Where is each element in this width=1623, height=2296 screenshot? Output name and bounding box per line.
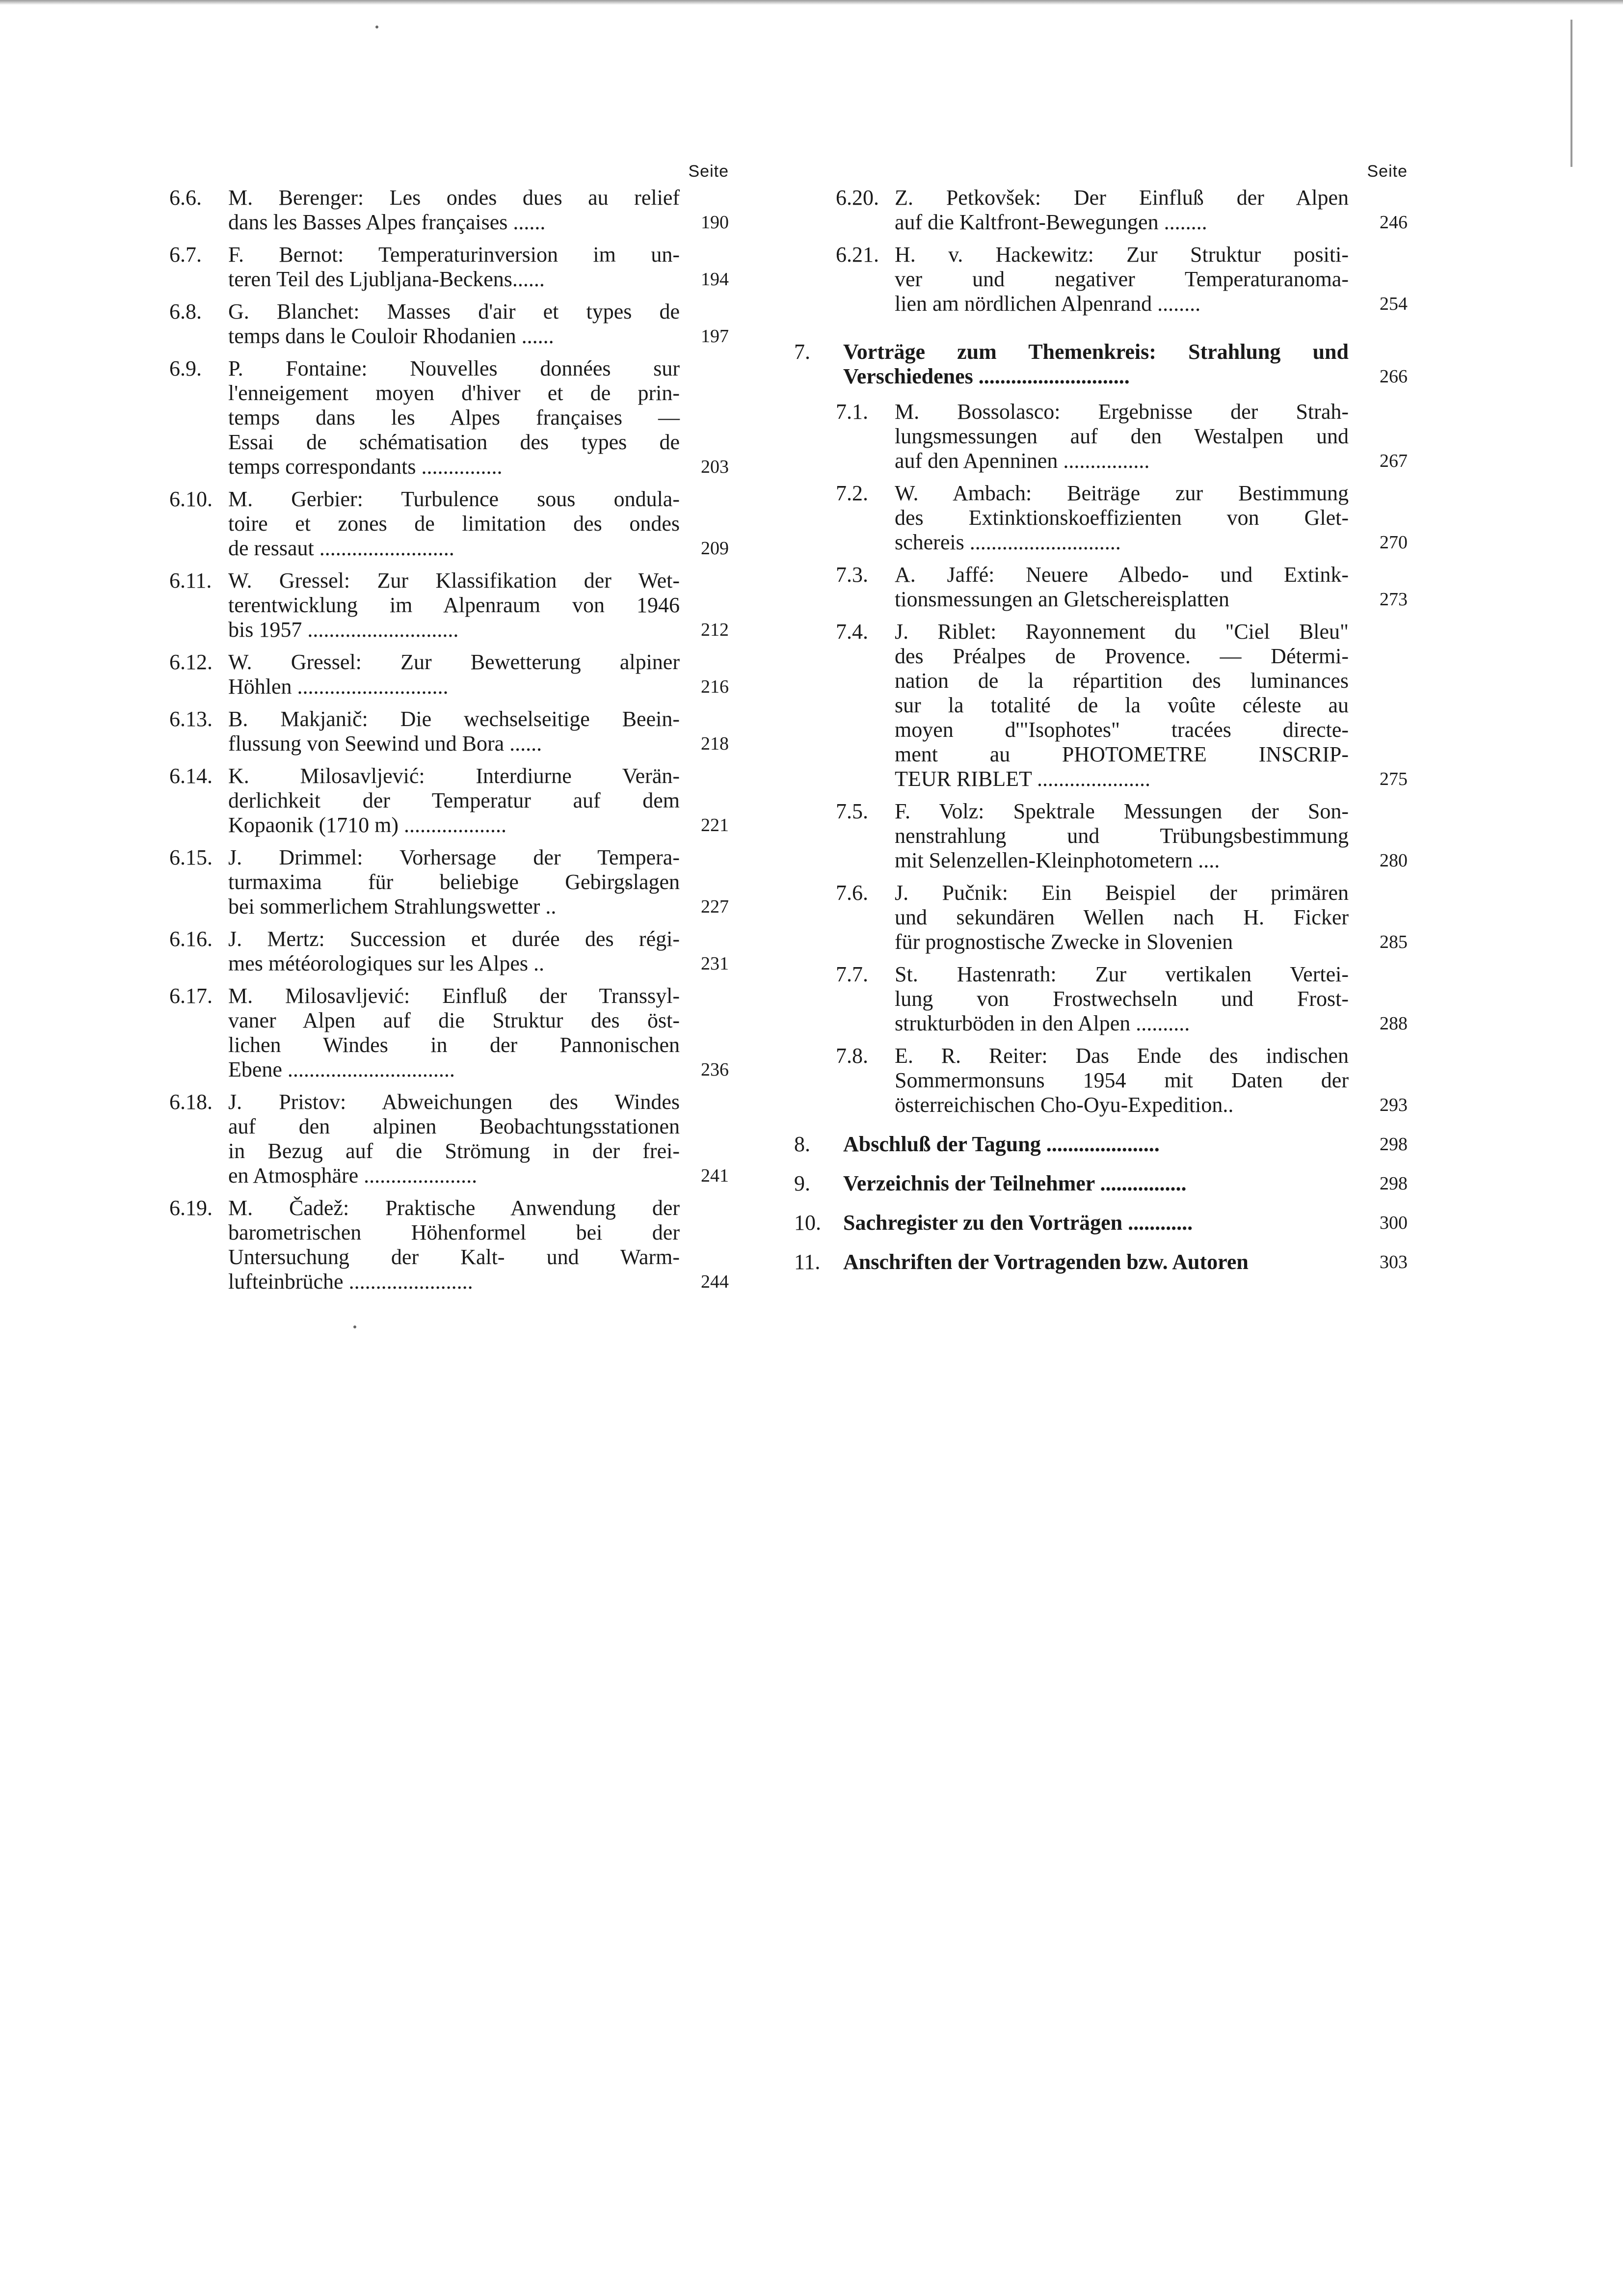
toc-entry-line: schereis ............................ bbox=[895, 530, 1121, 554]
toc-entry-number: 6.19. bbox=[169, 1196, 213, 1220]
toc-entry-page-number: 270 bbox=[1380, 532, 1408, 553]
toc-entry-line: lung von Frostwechseln und Frost- bbox=[895, 987, 1349, 1011]
toc-entry-line: auf den Apenninen ................ bbox=[895, 449, 1150, 473]
toc-entry-line: mes météorologiques sur les Alpes .. bbox=[228, 951, 545, 975]
toc-entry bbox=[794, 481, 1408, 555]
speck bbox=[375, 26, 378, 28]
toc-entry-title bbox=[228, 299, 680, 349]
toc-entry bbox=[794, 563, 1408, 612]
toc-entry-line: bis 1957 ............................ bbox=[228, 618, 459, 642]
toc-entry-line: dans les Basses Alpes françaises ...... bbox=[228, 210, 546, 234]
toc-entry-line: M. Čadež: Praktische Anwendung der bbox=[228, 1196, 680, 1220]
toc-entry-line: österreichischen Cho-Oyu-Expedition.. bbox=[895, 1093, 1234, 1117]
toc-entry-line: und sekundären Wellen nach H. Ficker bbox=[895, 905, 1349, 929]
toc-entry bbox=[794, 340, 1408, 389]
toc-entry-line: Höhlen ............................ bbox=[228, 675, 449, 699]
toc-entry-line: Kopaonik (1710 m) ................... bbox=[228, 813, 507, 837]
toc-entry-number: 7.6. bbox=[836, 881, 868, 905]
toc-entry-line: bei sommerlichem Strahlungswetter .. bbox=[228, 894, 557, 918]
seite-header-right: Seite bbox=[1367, 162, 1408, 181]
toc-entry-line: barometrischen Höhenformel bei der bbox=[228, 1220, 680, 1244]
toc-entry-title bbox=[843, 1171, 1349, 1196]
toc-entry-number: 7.7. bbox=[836, 962, 868, 986]
toc-entry-line: Vorträge zum Themenkreis: Strahlung und bbox=[843, 340, 1349, 364]
toc-entry-line: temps correspondants ............... bbox=[228, 455, 503, 479]
toc-entry-line: Verschiedenes ............................ bbox=[843, 364, 1130, 388]
toc-entry-line: F. Bernot: Temperaturinversion im un- bbox=[228, 243, 680, 267]
toc-entry bbox=[794, 620, 1408, 791]
toc-entry-line: vaner Alpen auf die Struktur des öst- bbox=[228, 1008, 680, 1032]
toc-entry-line: toire et zones de limitation des ondes bbox=[228, 512, 680, 536]
toc-entry-number: 7. bbox=[794, 340, 810, 364]
toc-entry-number: 6.12. bbox=[169, 650, 213, 674]
toc-entry-line: St. Hastenrath: Zur vertikalen Vertei- bbox=[895, 962, 1349, 986]
toc-entry-line: derlichkeit der Temperatur auf dem bbox=[228, 788, 680, 812]
toc-entry-line: J. Pristov: Abweichungen des Windes bbox=[228, 1090, 680, 1114]
toc-entry-title bbox=[228, 927, 680, 976]
toc-entry-line: nenstrahlung und Trübungsbestimmung bbox=[895, 824, 1349, 848]
toc-entry-page-number: 190 bbox=[701, 212, 729, 233]
toc-entry-title bbox=[895, 620, 1349, 791]
seite-header-left: Seite bbox=[688, 162, 729, 181]
toc-entry bbox=[794, 1171, 1408, 1196]
toc-entry bbox=[794, 186, 1408, 235]
toc-entry-page-number: 298 bbox=[1380, 1173, 1408, 1194]
toc-entry-page-number: 244 bbox=[701, 1271, 729, 1292]
toc-entry-line: en Atmosphäre ..................... bbox=[228, 1163, 478, 1188]
toc-entry-page-number: 197 bbox=[701, 326, 729, 347]
toc-entry-number: 7.1. bbox=[836, 400, 868, 424]
toc-entry-line: W. Gressel: Zur Klassifikation der Wet- bbox=[228, 568, 680, 593]
toc-entry bbox=[169, 186, 729, 235]
toc-entry-line: auf die Kaltfront-Bewegungen ........ bbox=[895, 210, 1207, 234]
toc-entry bbox=[169, 707, 729, 756]
toc-entry-line: Ebene ............................... bbox=[228, 1057, 455, 1081]
toc-entry-title bbox=[895, 881, 1349, 954]
toc-entry-line: W. Gressel: Zur Bewetterung alpiner bbox=[228, 650, 680, 674]
toc-entry-title bbox=[228, 1196, 680, 1294]
toc-entry-page-number: 246 bbox=[1380, 212, 1408, 233]
toc-entry bbox=[794, 881, 1408, 954]
toc-entry-number: 8. bbox=[794, 1132, 810, 1156]
toc-entry bbox=[794, 400, 1408, 473]
toc-entry-title bbox=[843, 1211, 1349, 1235]
toc-entry-page-number: 203 bbox=[701, 457, 729, 477]
toc-entry-number: 6.8. bbox=[169, 299, 202, 324]
toc-entry-page-number: 231 bbox=[701, 953, 729, 974]
toc-entry-number: 6.20. bbox=[836, 186, 879, 210]
toc-entry-number: 6.14. bbox=[169, 764, 213, 788]
toc-entry-title bbox=[228, 568, 680, 642]
toc-entry-line: E. R. Reiter: Das Ende des indischen bbox=[895, 1044, 1349, 1068]
toc-entry bbox=[169, 568, 729, 642]
toc-entry bbox=[169, 650, 729, 699]
toc-entry-page-number: 254 bbox=[1380, 294, 1408, 314]
toc-entry-line: Untersuchung der Kalt- und Warm- bbox=[228, 1245, 680, 1269]
toc-entry-title bbox=[843, 1250, 1349, 1274]
toc-entry-line: Z. Petkovšek: Der Einfluß der Alpen bbox=[895, 186, 1349, 210]
toc-entry-number: 6.10. bbox=[169, 487, 213, 511]
toc-entry-page-number: 288 bbox=[1380, 1013, 1408, 1034]
toc-entry-line: J. Riblet: Rayonnement du "Ciel Bleu" bbox=[895, 620, 1349, 644]
scan-edge-top bbox=[0, 0, 1623, 5]
toc-entry-line: lungsmessungen auf den Westalpen und bbox=[895, 424, 1349, 448]
toc-entry-number: 6.21. bbox=[836, 243, 879, 267]
toc-entry-number: 11. bbox=[794, 1250, 821, 1274]
toc-entry-page-number: 293 bbox=[1380, 1095, 1408, 1115]
toc-entry-number: 6.6. bbox=[169, 186, 202, 210]
toc-entry-line: P. Fontaine: Nouvelles données sur bbox=[228, 356, 680, 380]
toc-entry-title bbox=[895, 186, 1349, 235]
toc-entry-title bbox=[228, 186, 680, 235]
toc-entry-line: turmaxima für beliebige Gebirgslagen bbox=[228, 870, 680, 894]
toc-entry-number: 6.7. bbox=[169, 243, 202, 267]
toc-entry-line: teren Teil des Ljubljana-Beckens...... bbox=[228, 267, 545, 291]
toc-entry-line: A. Jaffé: Neuere Albedo- und Extink- bbox=[895, 563, 1349, 587]
toc-entry-line: J. Pučnik: Ein Beispiel der primären bbox=[895, 881, 1349, 905]
toc-entry-line: ment au PHOTOMETRE INSCRIP- bbox=[895, 742, 1349, 766]
toc-entry-line: M. Bossolasco: Ergebnisse der Strah- bbox=[895, 400, 1349, 424]
toc-entry-line: H. v. Hackewitz: Zur Struktur positi- bbox=[895, 243, 1349, 267]
toc-entry-number: 6.11. bbox=[169, 568, 212, 593]
toc-left-entries bbox=[169, 186, 729, 1294]
toc-entry-line: Sachregister zu den Vorträgen ............ bbox=[843, 1211, 1193, 1235]
toc-entry-line: des Extinktionskoeffizienten von Glet- bbox=[895, 506, 1349, 530]
toc-entry-line: tionsmessungen an Gletschereisplatten bbox=[895, 587, 1229, 611]
toc-entry-line: de ressaut ......................... bbox=[228, 536, 454, 560]
toc-entry-number: 6.18. bbox=[169, 1090, 213, 1114]
toc-entry-number: 9. bbox=[794, 1171, 810, 1195]
toc-entry-page-number: 227 bbox=[701, 896, 729, 917]
toc-entry-page-number: 273 bbox=[1380, 589, 1408, 610]
toc-entry-line: Essai de schématisation des types de bbox=[228, 430, 680, 454]
toc-entry-line: ver und negativer Temperaturanoma- bbox=[895, 267, 1349, 291]
toc-entry-title bbox=[228, 650, 680, 699]
toc-entry-page-number: 280 bbox=[1380, 850, 1408, 871]
toc-entry-number: 6.13. bbox=[169, 707, 213, 731]
toc-entry-title bbox=[228, 764, 680, 837]
toc-entry-title bbox=[895, 400, 1349, 473]
toc-entry bbox=[169, 356, 729, 479]
toc-entry-line: in Bezug auf die Strömung in der frei- bbox=[228, 1139, 680, 1163]
toc-entry-page-number: 267 bbox=[1380, 451, 1408, 471]
toc-entry-line: Abschluß der Tagung ..................... bbox=[843, 1132, 1160, 1156]
toc-entry-line: Sommermonsuns 1954 mit Daten der bbox=[895, 1068, 1349, 1092]
toc-entry-line: Verzeichnis der Teilnehmer ................ bbox=[843, 1171, 1187, 1195]
toc-right-column bbox=[794, 162, 1408, 1285]
toc-entry-line: W. Ambach: Beiträge zur Bestimmung bbox=[895, 481, 1349, 505]
toc-entry-page-number: 275 bbox=[1380, 769, 1408, 789]
toc-entry bbox=[169, 927, 729, 976]
toc-entry-page-number: 212 bbox=[701, 620, 729, 640]
toc-entry-number: 7.8. bbox=[836, 1044, 868, 1068]
toc-entry-line: J. Drimmel: Vorhersage der Tempera- bbox=[228, 845, 680, 869]
toc-entry-title bbox=[895, 962, 1349, 1036]
toc-entry-number: 7.4. bbox=[836, 620, 868, 644]
toc-entry bbox=[794, 799, 1408, 873]
toc-entry-line: J. Mertz: Succession et durée des régi- bbox=[228, 927, 680, 951]
toc-entry-line: M. Berenger: Les ondes dues au relief bbox=[228, 186, 680, 210]
toc-entry-page-number: 298 bbox=[1380, 1134, 1408, 1155]
toc-entry bbox=[169, 299, 729, 349]
toc-entry-line: moyen d'"Isophotes" tracées directe- bbox=[895, 718, 1349, 742]
toc-entry-line: B. Makjanič: Die wechselseitige Beein- bbox=[228, 707, 680, 731]
toc-entry-line: sur la totalité de la voûte céleste au bbox=[895, 693, 1349, 717]
toc-entry-title bbox=[895, 243, 1349, 316]
toc-entry-number: 10. bbox=[794, 1211, 821, 1235]
toc-entry-line: lufteinbrüche ....................... bbox=[228, 1270, 473, 1294]
toc-entry-line: TEUR RIBLET ..................... bbox=[895, 767, 1151, 791]
toc-entry-title bbox=[228, 243, 680, 292]
toc-entry-number: 7.5. bbox=[836, 799, 868, 823]
toc-entry-page-number: 241 bbox=[701, 1165, 729, 1186]
toc-entry bbox=[169, 984, 729, 1082]
toc-entry-line: terentwicklung im Alpenraum von 1946 bbox=[228, 593, 680, 617]
toc-entry bbox=[794, 962, 1408, 1036]
toc-entry-line: temps dans le Couloir Rhodanien ...... bbox=[228, 324, 554, 348]
toc-entry-page-number: 236 bbox=[701, 1059, 729, 1080]
toc-entry bbox=[794, 1132, 1408, 1157]
toc-entry-line: für prognostische Zwecke in Slovenien bbox=[895, 930, 1233, 954]
toc-entry-line: flussung von Seewind und Bora ...... bbox=[228, 731, 542, 756]
toc-left-column bbox=[169, 162, 729, 1302]
toc-entry bbox=[169, 1196, 729, 1294]
toc-entry bbox=[794, 243, 1408, 316]
toc-entry-title bbox=[895, 799, 1349, 873]
toc-entry-line: auf den alpinen Beobachtungsstationen bbox=[228, 1114, 680, 1138]
toc-entry-line: nation de la répartition des luminances bbox=[895, 669, 1349, 693]
toc-entry bbox=[169, 845, 729, 919]
toc-entry-page-number: 285 bbox=[1380, 932, 1408, 952]
toc-entry-line: l'enneigement moyen d'hiver et de prin- bbox=[228, 381, 680, 405]
toc-entry-title bbox=[228, 1090, 680, 1188]
toc-entry-page-number: 300 bbox=[1380, 1213, 1408, 1233]
toc-entry-title bbox=[228, 845, 680, 919]
toc-entry-title bbox=[228, 356, 680, 479]
toc-entry-title bbox=[228, 707, 680, 756]
speck bbox=[353, 1325, 356, 1328]
scan-edge-right bbox=[1570, 20, 1572, 167]
toc-entry-title bbox=[843, 340, 1349, 389]
toc-entry-number: 7.2. bbox=[836, 481, 868, 505]
toc-entry-line: des Préalpes de Provence. — Détermi- bbox=[895, 644, 1349, 668]
toc-entry-page-number: 209 bbox=[701, 538, 729, 559]
toc-entry-page-number: 194 bbox=[701, 269, 729, 290]
toc-entry-line: M. Gerbier: Turbulence sous ondula- bbox=[228, 487, 680, 511]
toc-entry-page-number: 266 bbox=[1380, 366, 1408, 387]
toc-entry bbox=[169, 1090, 729, 1188]
toc-entry-page-number: 303 bbox=[1380, 1252, 1408, 1272]
toc-entry-title bbox=[843, 1132, 1349, 1157]
toc-entry bbox=[169, 487, 729, 561]
toc-entry-number: 6.17. bbox=[169, 984, 213, 1008]
toc-entry-number: 6.15. bbox=[169, 845, 213, 869]
toc-entry bbox=[794, 1211, 1408, 1235]
toc-entry-line: M. Milosavljević: Einfluß der Transsyl- bbox=[228, 984, 680, 1008]
toc-entry-line: lien am nördlichen Alpenrand ........ bbox=[895, 292, 1201, 316]
toc-entry-line: strukturböden in den Alpen .......... bbox=[895, 1011, 1190, 1035]
toc-entry-line: mit Selenzellen-Kleinphotometern .... bbox=[895, 848, 1220, 872]
toc-entry-title bbox=[228, 487, 680, 561]
toc-entry-line: lichen Windes in der Pannonischen bbox=[228, 1033, 680, 1057]
toc-entry-title bbox=[228, 984, 680, 1082]
toc-entry bbox=[169, 764, 729, 837]
toc-entry-title bbox=[895, 481, 1349, 555]
toc-entry-title bbox=[895, 1044, 1349, 1117]
toc-entry-number: 6.16. bbox=[169, 927, 213, 951]
toc-entry-page-number: 218 bbox=[701, 733, 729, 754]
toc-entry-line: F. Volz: Spektrale Messungen der Son- bbox=[895, 799, 1349, 823]
toc-entry bbox=[794, 1250, 1408, 1274]
toc-entry-page-number: 221 bbox=[701, 815, 729, 836]
toc-entry-page-number: 216 bbox=[701, 676, 729, 697]
toc-entry-line: temps dans les Alpes françaises — bbox=[228, 405, 680, 430]
toc-entry-number: 7.3. bbox=[836, 563, 868, 587]
toc-right-entries bbox=[794, 186, 1408, 1274]
toc-entry-line: K. Milosavljević: Interdiurne Verän- bbox=[228, 764, 680, 788]
toc-entry-line: Anschriften der Vortragenden bzw. Autoren bbox=[843, 1250, 1249, 1274]
toc-entry-title bbox=[895, 563, 1349, 612]
toc-entry-number: 6.9. bbox=[169, 356, 202, 380]
toc-entry bbox=[794, 1044, 1408, 1117]
toc-entry bbox=[169, 243, 729, 292]
toc-entry-line: G. Blanchet: Masses d'air et types de bbox=[228, 299, 680, 324]
